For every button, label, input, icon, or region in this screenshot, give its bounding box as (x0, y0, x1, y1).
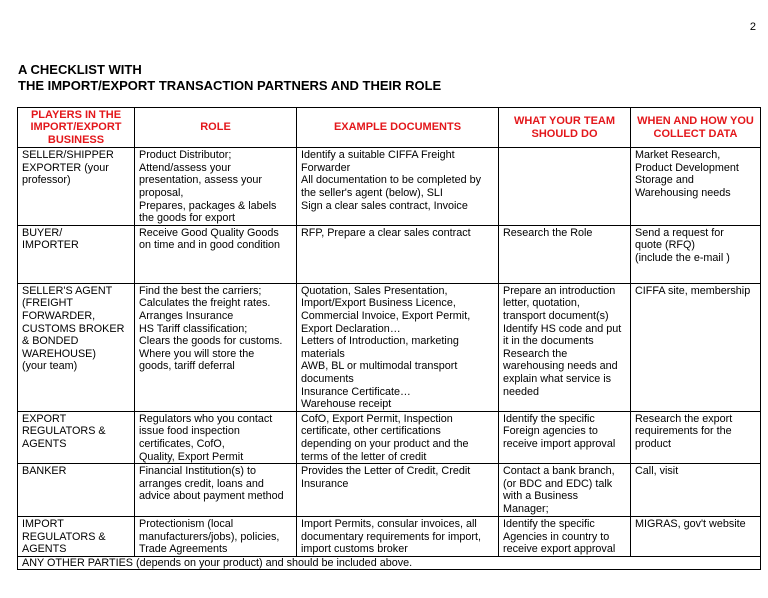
header-role: ROLE (135, 108, 297, 148)
player-cell: SELLER'S AGENT (FREIGHT FORWARDER, CUSTOMS BROKER & BONDED WAREHOUSE) (your team) (18, 283, 135, 411)
player-cell: IMPORT REGULATORS & AGENTS (18, 517, 135, 557)
team-cell: Research the Role (499, 225, 631, 283)
documents-cell: Quotation, Sales Presentation, Import/Export Business Licence, Commercial Invoice, Export Permit, Export Declaration… Letters of Introduction, marketing materials AWB, BL or multimodal transport documents Insurance Certificate… Warehouse receipt (297, 283, 499, 411)
header-players: PLAYERS IN THE IMPORT/EXPORT BUSINESS (18, 108, 135, 148)
title-line-1: A CHECKLIST WITH (18, 62, 142, 77)
header-team: WHAT YOUR TEAM SHOULD DO (499, 108, 631, 148)
role-cell: Financial Institution(s) to arranges credit, loans and advice about payment method (135, 464, 297, 517)
documents-cell: Identify a suitable CIFFA Freight Forwarder All documentation to be completed by the seller's agent (below), SLI Sign a clear sales contract, Invoice (297, 148, 499, 226)
header-documents: EXAMPLE DOCUMENTS (297, 108, 499, 148)
role-cell: Find the best the carriers; Calculates the freight rates. Arranges Insurance HS Tariff classification; Clears the goods for customs. Where you will store the goods, tariff deferral (135, 283, 297, 411)
documents-cell: Import Permits, consular invoices, all documentary requirements for import, import customs broker (297, 517, 499, 557)
collect-cell: Market Research, Product Development Storage and Warehousing needs (631, 148, 761, 226)
documents-cell: RFP, Prepare a clear sales contract (297, 225, 499, 283)
page-number: 2 (749, 21, 756, 33)
title-line-2: THE IMPORT/EXPORT TRANSACTION PARTNERS AND THEIR ROLE (18, 78, 442, 93)
player-cell: EXPORT REGULATORS & AGENTS (18, 411, 135, 463)
table-row (18, 283, 761, 411)
player-cell: SELLER/SHIPPER EXPORTER (your professor) (18, 148, 135, 226)
role-cell: Receive Good Quality Goods on time and in good condition (135, 225, 297, 283)
collect-cell: Call, visit (631, 464, 761, 517)
documents-cell: Provides the Letter of Credit, Credit Insurance (297, 464, 499, 517)
footer-row (18, 556, 761, 569)
player-cell: BUYER/ IMPORTER (18, 225, 135, 283)
team-cell: Identify the specific Agencies in country to receive export approval (499, 517, 631, 557)
collect-cell: Research the export requirements for the product (631, 411, 761, 463)
page-title (18, 62, 441, 94)
table-row (18, 464, 761, 517)
footer-note: ANY OTHER PARTIES (depends on your product) and should be included above. (18, 556, 761, 569)
collect-cell: MIGRAS, gov't website (631, 517, 761, 557)
team-cell (499, 148, 631, 226)
player-cell: BANKER (18, 464, 135, 517)
header-collect: WHEN AND HOW YOU COLLECT DATA (631, 108, 761, 148)
team-cell: Contact a bank branch, (or BDC and EDC) talk with a Business Manager; (499, 464, 631, 517)
table-row (18, 225, 761, 283)
collect-cell: Send a request for quote (RFQ) (include the e-mail ) (631, 225, 761, 283)
role-cell: Product Distributor; Attend/assess your presentation, assess your proposal, Prepares, packages & labels the goods for export (135, 148, 297, 226)
role-cell: Regulators who you contact issue food inspection certificates, CofO, Quality, Export Permit (135, 411, 297, 463)
checklist-table (17, 107, 761, 570)
role-cell: Protectionism (local manufacturers/jobs), policies, Trade Agreements (135, 517, 297, 557)
table-row (18, 148, 761, 226)
table-header-row (18, 108, 761, 148)
documents-cell: CofO, Export Permit, Inspection certificate, other certifications depending on your product and the terms of the letter of credit (297, 411, 499, 463)
collect-cell: CIFFA site, membership (631, 283, 761, 411)
table-row (18, 517, 761, 557)
team-cell: Prepare an introduction letter, quotation, transport document(s) Identify HS code and put it in the documents Research the warehousing needs and explain what service is needed (499, 283, 631, 411)
table-row (18, 411, 761, 463)
team-cell: Identify the specific Foreign agencies to receive import approval (499, 411, 631, 463)
